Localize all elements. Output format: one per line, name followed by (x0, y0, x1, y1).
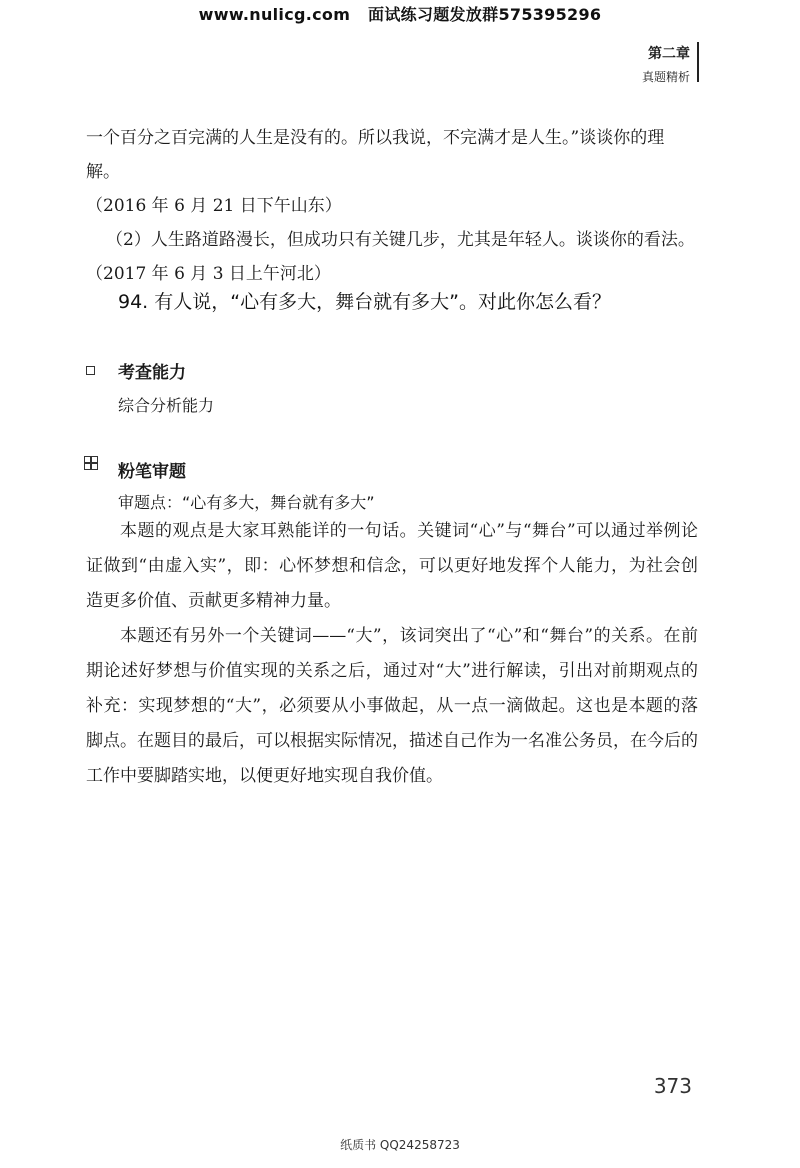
prev-question-source1: （2016 年 6 月 21 日下午山东） (86, 196, 342, 216)
header-divider (697, 42, 699, 82)
section-title: 真题精析 (641, 70, 690, 84)
prev-question-block (86, 121, 698, 291)
prev-question-line1: 一个百分之百完满的人生是没有的。所以我说，不完满才是人生。”谈谈你的理解。 (86, 128, 665, 182)
prev-question-line2: （2）人生路道路漫长，但成功只有关键几步，尤其是年轻人。谈谈你的看法。 (106, 230, 695, 250)
page-number: 373 (653, 1074, 692, 1098)
review-heading: 粉笔审题 (118, 462, 186, 482)
site-url: www.nulicg.com (198, 5, 351, 24)
chapter-header (642, 44, 690, 86)
grid-icon (84, 456, 98, 470)
review-paragraph-1: 本题的观点是大家耳熟能详的一句话。关键词“心”与“舞台”可以通过举例论证做到“由虚入实”，即：心怀梦想和信念，可以更好地发挥个人能力，为社会创造更多价值、贡献更多精神力量。 (86, 521, 698, 611)
checkbox-icon (86, 366, 95, 375)
question-title: 94. 有人说，“心有多大，舞台就有多大”。对此你怎么看？ (118, 291, 611, 313)
review-paragraph-2: 本题还有另外一个关键词——“大”，该词突出了“心”和“舞台”的关系。在前期论述好梦想与价值实现的关系之后，通过对“大”进行解读，引出对前期观点的补充：实现梦想的“大”，必须要从小事做起，从一点一滴做起。这也是本题的落脚点。在题目的最后，可以根据实际情况，描述自己作为一名准公务员，在今后的工作中要脚踏实地，以便更好地实现自我价值。 (86, 626, 698, 786)
chapter-title: 第二章 (648, 46, 690, 62)
footer-note: 纸质书 QQ24258723 (340, 1138, 460, 1152)
ability-heading: 考查能力 (118, 363, 186, 383)
group-notice: 面试练习题发放群575395296 (368, 5, 602, 24)
ability-text: 综合分析能力 (118, 396, 215, 415)
top-banner (0, 2, 800, 25)
review-point: 审题点：“心有多大，舞台就有多大” (118, 493, 375, 512)
prev-question-source2: （2017 年 6 月 3 日上午河北） (86, 264, 331, 284)
